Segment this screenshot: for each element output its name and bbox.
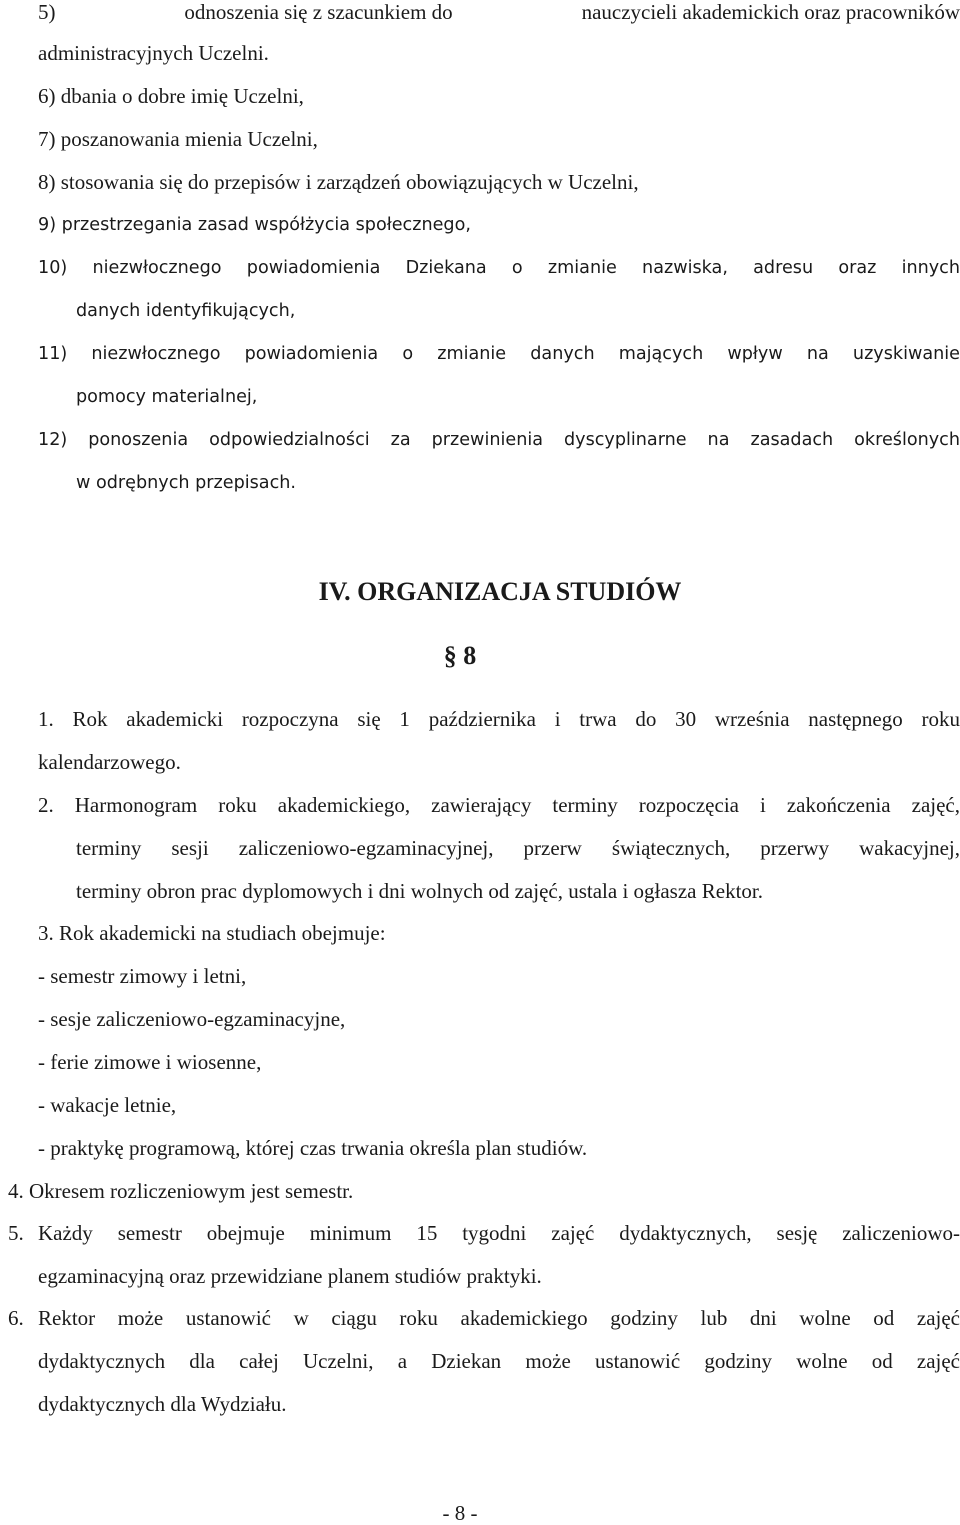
point-2-line2: terminy sesji zaliczeniowo-egzaminacyjnej, przerw świątecznych, przerwy wakacyjnej,	[76, 836, 960, 860]
item-5-line1	[38, 0, 960, 24]
point-5-line1: Każdy semestr obejmuje minimum 15 tygodni zajęć dydaktycznych, sesję zaliczeniowo-	[38, 1221, 960, 1245]
list-item-12-line1: 12) ponoszenia odpowiedzialności za przewinienia dyscyplinarne na zasadach określonych	[38, 430, 960, 450]
point-6-number: 6.	[8, 1306, 24, 1330]
point-6-line1: Rektor może ustanowić w ciągu roku akademickiego godziny lub dni wolne od zajęć	[38, 1306, 960, 1330]
dash-item-4: - wakacje letnie,	[38, 1093, 177, 1117]
item-5-text-a: odnoszenia się z szacunkiem do	[184, 0, 453, 24]
point-1-line1: 1. Rok akademicki rozpoczyna się 1 października i trwa do 30 września następnego roku	[38, 707, 960, 731]
point-4: 4. Okresem rozliczeniowym jest semestr.	[8, 1179, 354, 1203]
list-item-9: 9) przestrzegania zasad współżycia społecznego,	[38, 215, 471, 235]
chapter-heading: IV. ORGANIZACJA STUDIÓW	[318, 577, 682, 606]
item-5-text-b: nauczycieli akademickich oraz pracowników	[581, 0, 960, 24]
point-5-number: 5.	[8, 1221, 24, 1245]
point-2-line1: 2. Harmonogram roku akademickiego, zawierający terminy rozpoczęcia i zakończenia zajęć,	[38, 793, 960, 817]
point-5-line2: egzaminacyjną oraz przewidziane planem studiów praktyki.	[38, 1264, 542, 1288]
paragraph-mark: § 8	[443, 641, 477, 670]
dash-item-1: - semestr zimowy i letni,	[38, 964, 247, 988]
dash-item-2: - sesje zaliczeniowo-egzaminacyjne,	[38, 1007, 346, 1031]
item-5-number: 5)	[38, 0, 56, 24]
list-item-6: 6) dbania o dobre imię Uczelni,	[38, 84, 304, 108]
list-item-11-line1: 11) niezwłocznego powiadomienia o zmianie danych mających wpływ na uzyskiwanie	[38, 344, 960, 364]
page-number: - 8 -	[442, 1501, 478, 1525]
dash-item-5: - praktykę programową, której czas trwania określa plan studiów.	[38, 1136, 588, 1160]
item-5-line2: administracyjnych Uczelni.	[38, 41, 269, 65]
point-1-line2: kalendarzowego.	[38, 750, 181, 774]
point-6-line3: dydaktycznych dla Wydziału.	[38, 1392, 287, 1416]
list-item-10-line1: 10) niezwłocznego powiadomienia Dziekana o zmianie nazwiska, adresu oraz innych	[38, 258, 960, 278]
dash-item-3: - ferie zimowe i wiosenne,	[38, 1050, 262, 1074]
point-3-line1: 3. Rok akademicki na studiach obejmuje:	[38, 921, 386, 945]
list-item-7: 7) poszanowania mienia Uczelni,	[38, 127, 318, 151]
list-item-10-line2: danych identyfikujących,	[76, 301, 296, 321]
list-item-11-line2: pomocy materialnej,	[76, 387, 258, 407]
list-item-12-line2: w odrębnych przepisach.	[76, 473, 296, 493]
point-6-line2: dydaktycznych dla całej Uczelni, a Dziekan może ustanowić godziny wolne od zajęć	[38, 1349, 960, 1373]
point-2-line3: terminy obron prac dyplomowych i dni wolnych od zajęć, ustala i ogłasza Rektor.	[76, 879, 763, 903]
list-item-8: 8) stosowania się do przepisów i zarządzeń obowiązujących w Uczelni,	[38, 170, 639, 194]
